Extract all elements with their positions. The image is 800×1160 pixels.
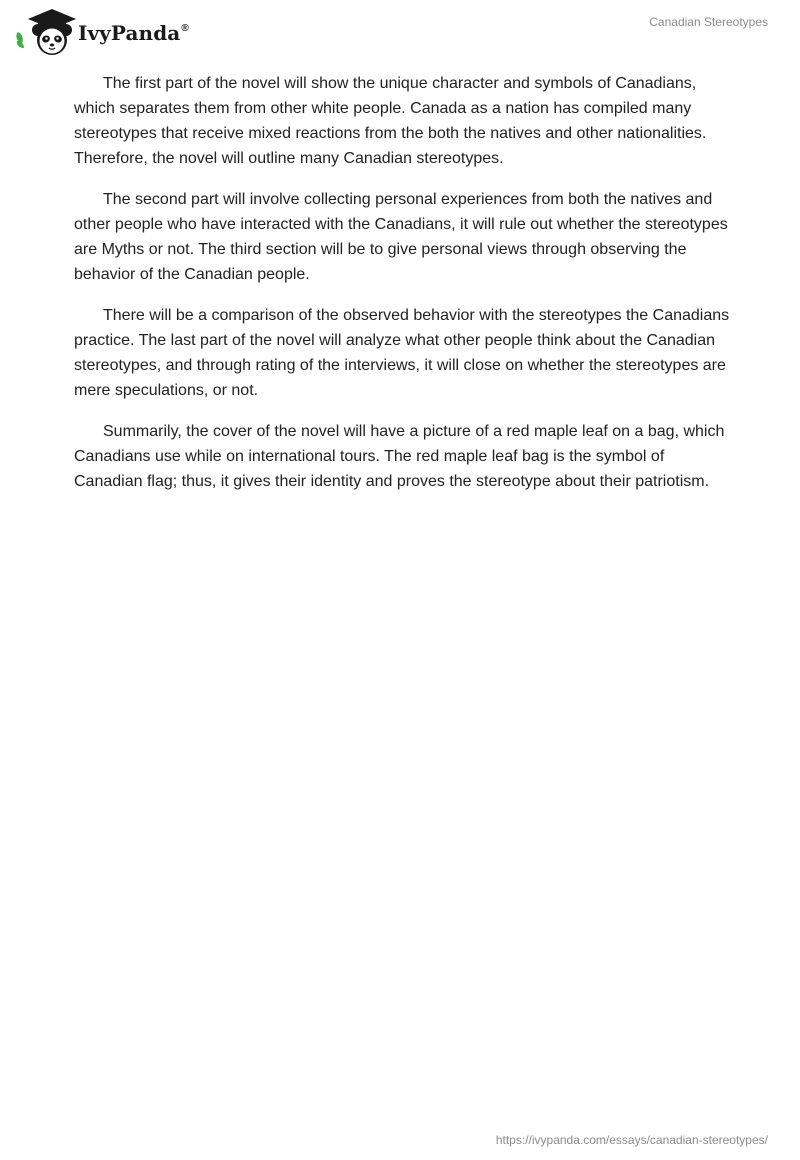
logo-wordmark: IvyPanda® [78,21,189,45]
source-url-link[interactable]: https://ivypanda.com/essays/canadian-stereotypes/ [495,1133,768,1147]
paragraph-3: There will be a comparison of the observed behavior with the stereotypes the Canadians practice. The last part of the novel will analyze what other people think about the Canadian stereotypes, and through rating of the interviews, it will close on whether the stereotypes are mere speculations, or not. [74,307,730,399]
panda-graduate-icon [14,8,76,56]
paragraph-2: The second part will involve collecting personal experiences from both the natives and other people who have interacted with the Canadians, it will rule out whether the stereotypes are Myths or not. The third section will be to give personal views through observing the behavior of the Canadian people. [74,191,728,283]
ivypanda-logo[interactable] [14,8,189,56]
registered-mark: ® [181,23,189,34]
essay-body [74,71,730,510]
page-header [0,0,800,60]
document-title: Canadian Stereotypes [649,15,768,29]
paragraph-4: Summarily, the cover of the novel will have a picture of a red maple leaf on a bag, which Canadians use while on international tours. The red maple leaf bag is the symbol of Canadian flag; thus, it gives their identity and proves the stereotype about their patriotism. [74,423,725,490]
paragraph-1: The first part of the novel will show the unique character and symbols of Canadians, which separates them from other white people. Canada as a nation has compiled many stereotypes that receive mixed reactions from the both the natives and other nationalities. Therefore, the novel will outline many Canadian stereotypes. [74,75,707,167]
